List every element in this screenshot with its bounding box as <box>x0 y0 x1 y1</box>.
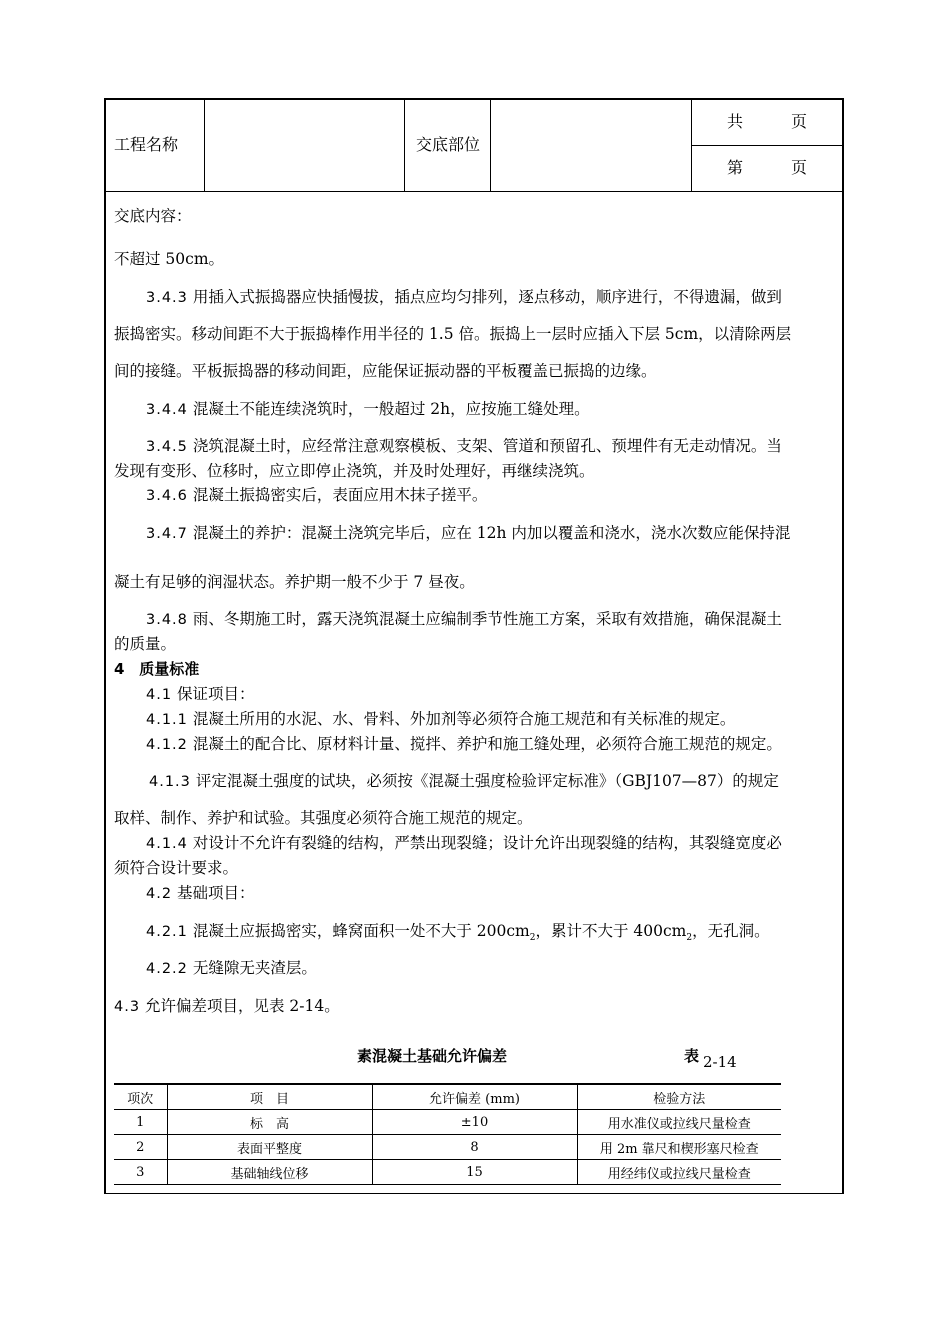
superscript-unit: 2 <box>686 933 693 944</box>
paragraph-text: 无缝隙无夹渣层。 <box>192 959 317 977</box>
table-header-cell: 允许偏差 (mm) <box>372 1084 577 1110</box>
paragraph-text: 混凝土振捣密实后，表面应用木抹子搓平。 <box>192 486 488 504</box>
paragraph-4-2 <box>146 881 870 907</box>
clause-number: 3.4.5 <box>146 439 188 455</box>
table-cell: 用 2m 靠尺和楔形塞尺检查 <box>577 1135 781 1160</box>
paragraph-4-1-3 <box>149 769 873 795</box>
content-label: 交底内容： <box>114 207 192 225</box>
clause-number: 4.2.1 <box>146 924 188 940</box>
superscript-unit: 2 <box>529 933 536 944</box>
paragraph-3-4-3 <box>146 285 870 311</box>
paragraph-text: 混凝土的配合比、原材料计量、搅拌、养护和施工缝处理，必须符合施工规范的规定。 <box>192 735 782 753</box>
total-pages-label: 共 页 <box>727 112 808 131</box>
clause-number: 3.4.4 <box>146 402 188 418</box>
paragraph-4-2-1 <box>146 919 870 951</box>
clause-number: 3.4.7 <box>146 526 188 542</box>
paragraph-text: 评定混凝土强度的试块，必须按《混凝土强度检验评定标准》（GBJ107—87）的规定 <box>195 772 779 790</box>
table-cell: 用经纬仪或拉线尺量检查 <box>577 1160 781 1185</box>
paragraph-text: 对设计不允许有裂缝的结构，严禁出现裂缝；设计允许出现裂缝的结构，其裂缝宽度必 <box>192 834 782 852</box>
paragraph-line: 凝土有足够的润湿状态。养护期一般不少于 7 昼夜。 <box>114 573 475 591</box>
paragraph-4-1-2 <box>146 732 870 758</box>
paragraph-4-1-4 <box>146 831 870 857</box>
clause-number: 4.1 <box>146 687 173 703</box>
paragraph-line: 须符合设计要求。 <box>114 859 239 877</box>
section-number: 4 <box>114 660 125 678</box>
paragraph-text: 混凝土所用的水泥、水、骨料、外加剂等必须符合施工规范和有关标准的规定。 <box>192 710 736 728</box>
paragraph-text: 混凝土不能连续浇筑时，一般超过 2h，应按施工缝处理。 <box>192 400 590 418</box>
table-cell: 15 <box>372 1160 577 1185</box>
header-divider <box>691 145 844 146</box>
header-divider <box>204 99 205 191</box>
table-title: 素混凝土基础允许偏差 <box>357 1047 508 1065</box>
table-cell: 表面平整度 <box>167 1135 372 1160</box>
paragraph-line: 发现有变形、位移时，应立即停止浇筑，并及时处理好，再继续浇筑。 <box>114 462 595 480</box>
paragraph-line: 间的接缝。平板振捣器的移动间距，应能保证振动器的平板覆盖已振捣的边缘。 <box>114 362 657 380</box>
paragraph-line: 取样、制作、养护和试验。其强度必须符合施工规范的规定。 <box>114 809 533 827</box>
paragraph-4-2-2 <box>146 956 870 982</box>
clause-number: 4.1.3 <box>149 774 191 790</box>
part-label: 交底部位 <box>416 135 481 154</box>
table-cell: 标 高 <box>167 1110 372 1135</box>
paragraph-line: 的质量。 <box>114 635 177 653</box>
paragraph-3-4-5 <box>146 434 870 460</box>
header-divider <box>490 99 491 191</box>
clause-number: 4.1.4 <box>146 836 188 852</box>
table-cell: 2 <box>114 1135 167 1160</box>
paragraph-4-1 <box>146 682 870 708</box>
clause-number: 3.4.6 <box>146 488 188 504</box>
clause-number: 4.2 <box>146 886 173 902</box>
clause-number: 4.1.2 <box>146 737 188 753</box>
table-row <box>114 1110 781 1135</box>
page-number-label: 第 页 <box>727 158 808 177</box>
paragraph: 不超过 50cm。 <box>114 250 225 268</box>
tolerance-table <box>114 1083 781 1185</box>
paragraph-4-1-1 <box>146 707 870 733</box>
table-cell: 3 <box>114 1160 167 1185</box>
paragraph-3-4-8 <box>146 607 870 633</box>
paragraph-text: 浇筑混凝土时，应经常注意观察模板、支架、管道和预留孔、预埋件有无走动情况。当 <box>192 437 782 455</box>
paragraph-text: 雨、冬期施工时，露天浇筑混凝土应编制季节性施工方案，采取有效措施，确保混凝土 <box>192 610 782 628</box>
table-cell: 基础轴线位移 <box>167 1160 372 1185</box>
header-bottom-line <box>105 191 844 192</box>
section-heading-4 <box>114 657 838 682</box>
paragraph-text: 混凝土应振捣密实，蜂窝面积一处不大于 200cm <box>192 922 530 940</box>
table-cell: ±10 <box>372 1110 577 1135</box>
table-header-cell: 项 目 <box>167 1084 372 1110</box>
paragraph-text: 保证项目： <box>177 685 255 703</box>
clause-number: 4.1.1 <box>146 712 188 728</box>
paragraph-3-4-6 <box>146 483 870 509</box>
paragraph-text: 用插入式振捣器应快插慢拔，插点应均匀排列，逐点移动，顺序进行，不得遗漏，做到 <box>192 288 782 306</box>
header-divider <box>404 99 405 191</box>
table-cell: 8 <box>372 1135 577 1160</box>
clause-number: 4.3 <box>114 999 141 1015</box>
table-row <box>114 1160 781 1185</box>
paragraph-text: 混凝土的养护：混凝土浇筑完毕后，应在 12h 内加以覆盖和浇水，浇水次数应能保持混 <box>192 524 791 542</box>
paragraph-4-3 <box>114 994 838 1020</box>
table-header-row <box>114 1084 781 1110</box>
table-cell: 用水准仪或拉线尺量检查 <box>577 1110 781 1135</box>
paragraph-text: 基础项目： <box>177 884 255 902</box>
paragraph-text: ，累计不大于 400cm <box>535 922 687 940</box>
clause-number: 4.2.2 <box>146 961 188 977</box>
table-header-cell: 项次 <box>114 1084 167 1110</box>
table-row <box>114 1135 781 1160</box>
section-title: 质量标准 <box>139 660 200 678</box>
table-cell: 1 <box>114 1110 167 1135</box>
paragraph-3-4-7 <box>146 521 870 547</box>
project-name-label: 工程名称 <box>114 135 179 154</box>
table-label: 表 <box>684 1047 700 1065</box>
paragraph-line: 振捣密实。移动间距不大于振捣棒作用半径的 1.5 倍。振捣上一层时应插入下层 5cm，以清除两层 <box>114 325 792 343</box>
clause-number: 3.4.3 <box>146 290 188 306</box>
paragraph-text: ，无孔洞。 <box>692 922 770 940</box>
clause-number: 3.4.8 <box>146 612 188 628</box>
paragraph-text: 允许偏差项目，见表 2-14。 <box>145 997 340 1015</box>
paragraph-3-4-4 <box>146 397 870 423</box>
table-number: 2-14 <box>703 1053 737 1071</box>
table-header-cell: 检验方法 <box>577 1084 781 1110</box>
